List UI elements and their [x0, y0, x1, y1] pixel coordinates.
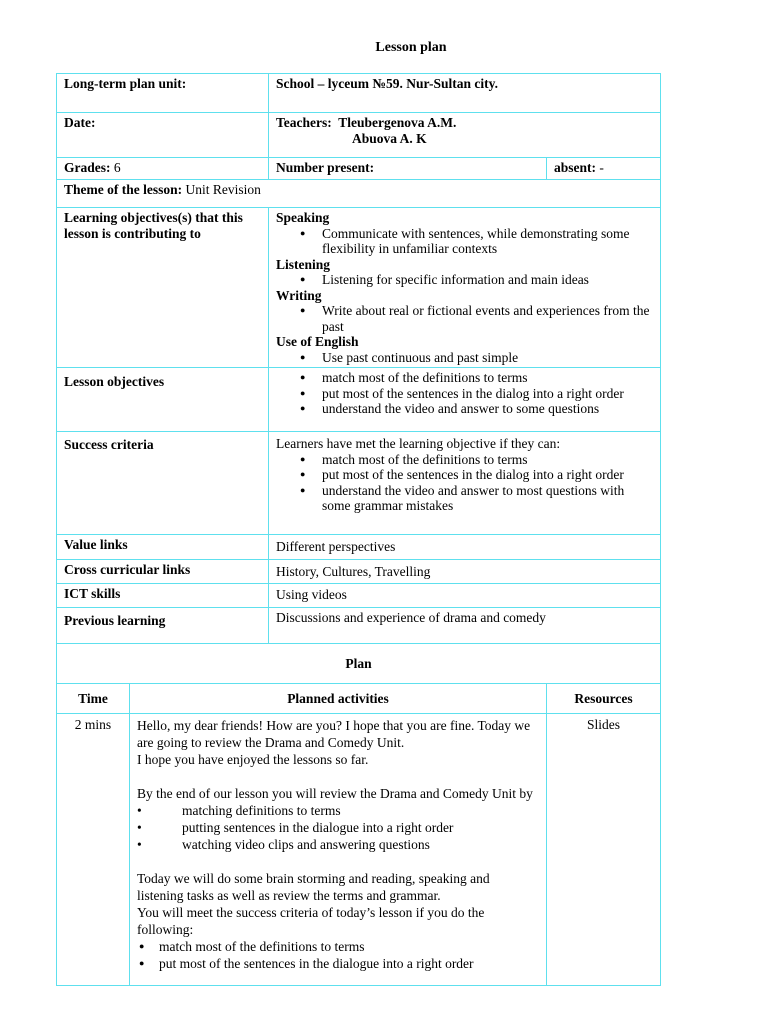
criteria-item: ● put most of the sentences in the dialogue into a right order — [137, 955, 539, 972]
plan-resource: Slides — [547, 714, 661, 986]
grades-value: 6 — [113, 160, 121, 175]
speaking-heading: Speaking — [276, 210, 330, 225]
greeting-text: Hello, my dear friends! How are you? I hope that you are fine. Today we are going to review the Drama and Comedy Unit. — [137, 718, 531, 750]
cross-curricular-value: History, Cultures, Travelling — [269, 560, 661, 584]
success-intro: Learners have met the learning objective if they can: — [276, 436, 561, 451]
theme-label: Theme of the lesson: — [64, 182, 183, 197]
teachers-cell — [269, 113, 661, 158]
number-present-label: Number present: — [269, 158, 547, 180]
learning-objectives-cell — [269, 208, 661, 368]
teachers-label: Teachers: — [276, 115, 332, 130]
speaking-item: ● Communicate with sentences, while demonstrating some flexibility in unfamiliar contexts — [276, 226, 653, 257]
activities-header: Planned activities — [130, 684, 547, 714]
ict-skills-label: ICT skills — [57, 584, 269, 608]
lesson-objective-item: ● understand the video and answer to some questions — [276, 401, 653, 417]
long-term-label: Long-term plan unit: — [57, 74, 269, 113]
cross-curricular-label: Cross curricular links — [57, 560, 269, 584]
plan-time: 2 mins — [57, 714, 130, 986]
success-item: ● understand the video and answer to most questions with some grammar mistakes — [276, 483, 653, 514]
value-links-label: Value links — [57, 535, 269, 560]
today-text: Today we will do some brain storming and reading, speaking and listening tasks as well as review the terms and grammar. — [137, 871, 490, 903]
activity-bullet: • putting sentences in the dialogue into a right order — [137, 820, 454, 835]
plan-activities — [130, 714, 547, 986]
success-item: ● match most of the definitions to terms — [276, 452, 653, 468]
by-end-text: By the end of our lesson you will review the Drama and Comedy Unit by — [137, 786, 533, 801]
theme-value: Unit Revision — [185, 182, 261, 197]
value-links-value: Different perspectives — [269, 535, 661, 560]
writing-heading: Writing — [276, 287, 322, 303]
ict-skills-value: Using videos — [269, 584, 661, 608]
success-criteria-cell — [269, 432, 661, 535]
lesson-objective-item: ● put most of the sentences in the dialog into a right order — [276, 386, 653, 402]
date-label: Date: — [57, 113, 269, 158]
lesson-objectives-cell — [269, 368, 661, 432]
grades-label: Grades: — [64, 160, 111, 175]
hope-text: I hope you have enjoyed the lessons so far. — [137, 752, 369, 767]
absent-label: absent: — [554, 160, 597, 175]
teacher-2: Abuova A. K — [352, 130, 427, 146]
previous-learning-label: Previous learning — [57, 608, 269, 644]
activity-bullet: • watching video clips and answering questions — [137, 837, 430, 852]
writing-item: ● Write about real or fictional events and experiences from the past — [276, 303, 653, 334]
success-item: ● put most of the sentences in the dialog into a right order — [276, 467, 653, 483]
learning-objectives-label: Learning objectives(s) that this lesson is contributing to — [57, 208, 269, 368]
school-value: School – lyceum №59. Nur-Sultan city. — [269, 74, 661, 113]
absent-value: - — [599, 160, 604, 175]
success-criteria-label: Success criteria — [57, 432, 269, 535]
time-header: Time — [57, 684, 130, 714]
lesson-plan-table — [56, 73, 661, 986]
theme-cell — [57, 180, 661, 208]
english-item: ● Use past continuous and past simple — [276, 350, 653, 366]
plan-heading: Plan — [57, 644, 661, 684]
meet-text: You will meet the success criteria of today’s lesson if you do the following: — [137, 905, 485, 937]
page-title: Lesson plan — [375, 40, 447, 55]
listening-item: ● Listening for specific information and main ideas — [276, 272, 653, 288]
activity-bullet: • matching definitions to terms — [137, 803, 341, 818]
teacher-1: Tleubergenova A.M. — [338, 115, 457, 130]
resources-header: Resources — [547, 684, 661, 714]
previous-learning-value: Discussions and experience of drama and comedy — [269, 608, 661, 644]
listening-heading: Listening — [276, 256, 331, 272]
criteria-item: ● match most of the definitions to terms — [137, 938, 539, 955]
english-heading: Use of English — [276, 334, 359, 349]
grades-cell — [57, 158, 269, 180]
lesson-objective-item: ● match most of the definitions to terms — [276, 370, 653, 386]
absent-cell — [547, 158, 661, 180]
lesson-objectives-label: Lesson objectives — [57, 368, 269, 432]
